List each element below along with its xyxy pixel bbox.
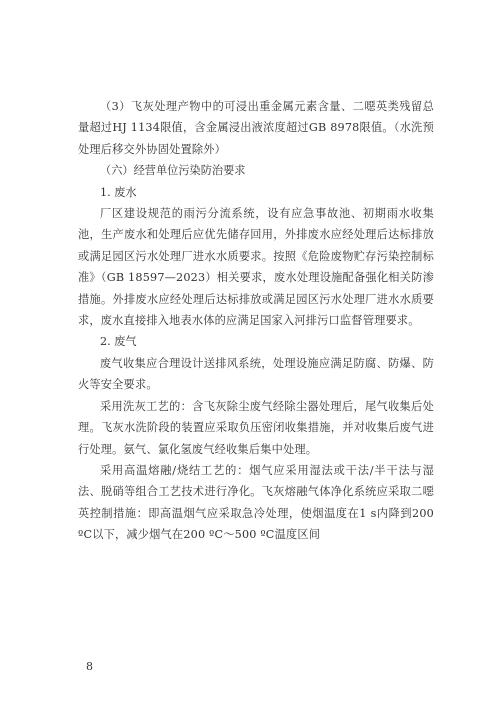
paragraph-fly-ash-limits: （3）飞灰处理产物中的可浸出重金属元素含量、二噁英类残留总量超过HJ 1134限值，含金属浸出液浓度超过GB 8978限值。（水洗预处理后移交外协固处置除外） — [78, 100, 434, 156]
page-number: 8 — [86, 660, 93, 673]
paragraph-high-temp-melting: 采用高温熔融/烧结工艺的：烟气应采用湿法或干法/半干法与湿法、脱硝等组合工艺技术进行净化。飞灰熔融气体净化系统应采取二噁英控制措施：即高温烟气应采取急冷处理，使烟温度在1 s内降到200 ºC以下，减少烟气在200 ºC～500 ºC温度区间 — [78, 463, 434, 542]
paragraph-wastewater: 厂区建设规范的雨污分流系统，设有应急事故池、初期雨水收集池，生产废水和处理后应优先储存回用，外排废水应经处理后达标排放或满足园区污水处理厂进水水质要求。按照《危险废物贮存污染控制标准》（GB 18597—2023）相关要求，废水处理设施配备强化相关防渗措施。外排废水应经处理后达标排放或满足园区污水处理厂进水水质要求，废水直接排入地表水体的应满足国家入河排污口监督管理要求。 — [78, 207, 434, 328]
subheading-exhaust-gas: 2. 废气 — [100, 335, 137, 349]
paragraph-ash-washing: 采用洗灰工艺的：含飞灰除尘废气经除尘器处理后，尾气收集后处理。飞灰水洗阶段的装置应采取负压密闭收集措施，并对收集后废气进行处理。氨气、氯化氢废气经收集后集中处理。 — [78, 399, 434, 456]
document-page — [78, 96, 434, 546]
section-heading-pollution-control: （六）经营单位污染防治要求 — [100, 164, 246, 178]
paragraph-gas-collection: 废气收集应合理设计送排风系统，处理设施应满足防腐、防爆、防火等安全要求。 — [78, 356, 434, 392]
subheading-wastewater: 1. 废水 — [100, 185, 137, 199]
